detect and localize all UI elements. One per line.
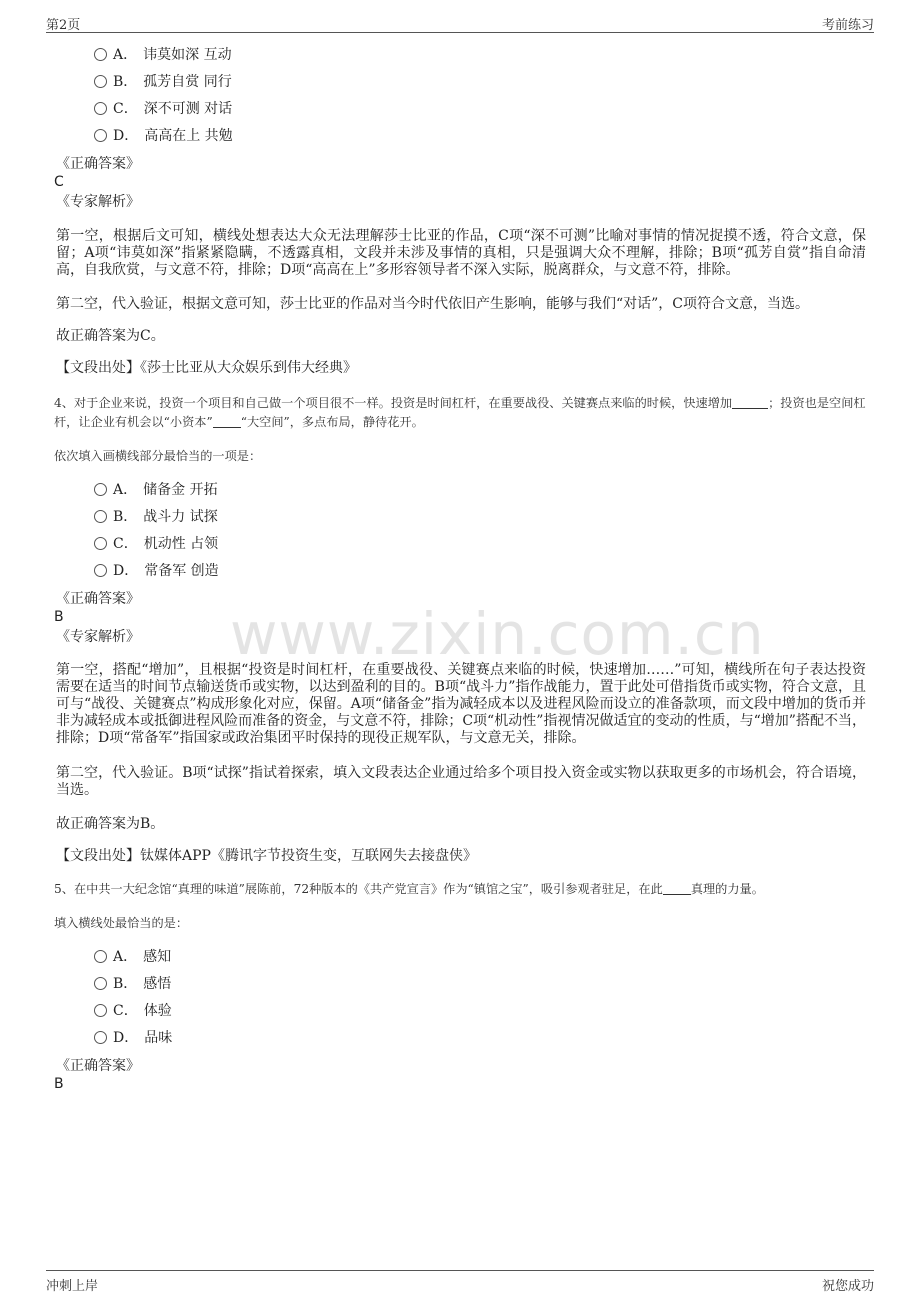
q4-option-a[interactable]: A． 储备金 开拓 [94,480,218,500]
q4-analysis-label: 《专家解析》 [56,629,140,645]
q3-analysis-label: 《专家解析》 [56,194,140,210]
q4-option-c[interactable]: C． 机动性 占领 [94,534,218,554]
q3-option-b[interactable]: B． 孤芳自赏 同行 [94,72,232,92]
q4-option-b[interactable]: B． 战斗力 试探 [94,507,218,527]
q4-source: 【文段出处】钛媒体APP《腾讯字节投资生变，互联网失去接盘侠》 [56,848,477,864]
radio-icon[interactable] [94,129,107,142]
answer-blank [663,882,691,895]
q4-instruction: 依次填入画横线部分最恰当的一项是： [54,449,262,463]
radio-icon[interactable] [94,483,107,496]
q4-answer-label: 《正确答案》 [56,591,140,607]
q3-source: 【文段出处】《莎士比亚从大众娱乐到伟大经典》 [56,360,357,376]
radio-icon[interactable] [94,75,107,88]
q4-option-d[interactable]: D． 常备军 创造 [94,561,219,581]
radio-icon[interactable] [94,102,107,115]
q3-analysis-p3: 故正确答案为C。 [56,328,165,344]
q3-analysis-p1: 第一空，根据后文可知，横线处想表达大众无法理解莎士比亚的作品，C项“深不可测”比喻对事情的情况捉摸不透，符合文意，保留；A项“讳莫如深”指紧紧隐瞒，不透露真相，文段并未涉及事情的真相，只是强调大众不理解，排除；B项“孤芳自赏”指自命清高，自我欣赏，与文意不符，排除；D项“高高在上”多形容领导者不深入实际，脱离群众，与文意不符，排除。 [56,228,866,278]
page-footer [46,1270,874,1293]
q5-answer: B [54,1076,64,1092]
q5-option-c[interactable]: C． 体验 [94,1001,172,1021]
watermark: www.zixin.com.cn [230,600,765,668]
radio-icon[interactable] [94,564,107,577]
header-title: 考前练习 [821,18,874,33]
q5-option-d[interactable]: D． 品味 [94,1028,172,1048]
footer-right: 祝您成功 [821,1279,874,1294]
answer-blank [732,396,768,409]
radio-icon[interactable] [94,950,107,963]
page-header [46,10,874,33]
q3-answer-label: 《正确答案》 [56,156,140,172]
q5-stem: 5、在中共一大纪念馆“真理的味道”展陈前，72种版本的《共产党宣言》作为“镇馆之宝”，吸引参观者驻足，在此 真理的力量。 [54,882,764,896]
q5-answer-label: 《正确答案》 [56,1058,140,1074]
q5-instruction: 填入横线处最恰当的是： [54,916,189,930]
q4-analysis-p1: 第一空，搭配“增加”，且根据“投资是时间杠杆，在重要战役、关键赛点来临的时候，快速增加……”可知，横线所在句子表达投资需要在适当的时间节点输送货币或实物，以达到盈利的目的。B项“战斗力”指作战能力，置于此处可借指货币或实物，符合文意，且可与“战役、关键赛点”构成形象化对应，保留。A项“储备金”指为减轻成本以及进程风险而设立的准备款项，而文段中增加的货币并非为减轻成本或抵御进程风险而准备的资金，与文意不符，排除；C项“机动性”指视情况做适宜的变动的性质，与“增加”搭配不当，排除；D项“常备军”指国家或政治集团平时保持的现役正规军队，与文意无关，排除。 [56,662,866,746]
q3-option-a[interactable]: A． 讳莫如深 互动 [94,45,232,65]
q4-analysis-p3: 故正确答案为B。 [56,816,165,832]
radio-icon[interactable] [94,48,107,61]
footer-left: 冲刺上岸 [46,1279,99,1294]
q4-stem: 4、对于企业来说，投资一个项目和自己做一个项目很不一样。投资是时间杠杆，在重要战役、关键赛点来临的时候，快速增加 ；投资也是空间杠杆，让企业有机会以“小资本” “大空间”，多点布局，静待花开。 [54,396,866,429]
q3-option-c[interactable]: C． 深不可测 对话 [94,99,232,119]
q3-option-d[interactable]: D． 高高在上 共勉 [94,126,233,146]
radio-icon[interactable] [94,1031,107,1044]
radio-icon[interactable] [94,510,107,523]
q4-analysis-p2: 第二空，代入验证。B项“试探”指试着探索，填入文段表达企业通过给多个项目投入资金或实物以获取更多的市场机会，符合语境，当选。 [56,765,866,798]
q5-option-a[interactable]: A． 感知 [94,947,171,967]
radio-icon[interactable] [94,1004,107,1017]
q3-analysis-p2: 第二空，代入验证，根据文意可知，莎士比亚的作品对当今时代依旧产生影响，能够与我们“对话”，C项符合文意，当选。 [56,296,810,312]
page-number: 第2页 [46,18,81,33]
radio-icon[interactable] [94,977,107,990]
q5-option-b[interactable]: B． 感悟 [94,974,171,994]
radio-icon[interactable] [94,537,107,550]
answer-blank [213,415,241,428]
q4-answer: B [54,609,64,625]
q3-answer: C [54,174,64,190]
